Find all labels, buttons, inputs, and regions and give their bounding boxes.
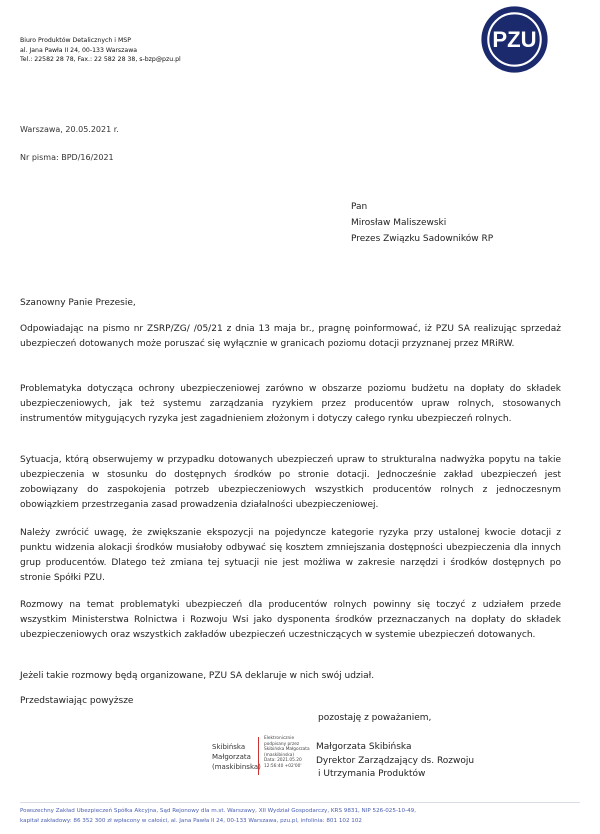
logo-text: PZU	[492, 27, 537, 53]
letter-reference: Nr pisma: BPD/16/2021	[20, 153, 114, 162]
signer-title-2: i Utrzymania Produktów	[318, 769, 426, 779]
paragraph-1: Odpowiadając na pismo nr ZSRP/ZG/ /05/21 z dnia 13 maja br., pragnę poinformować, iż PZU SA realizując sprzedaż ubezpieczeń dotowanych może poruszać się wyłącznie w granicach poziomu dotacji przyznanej przez MRiRW.	[20, 324, 561, 349]
pzu-logo	[480, 5, 549, 74]
e-signature-detail-1: Elektronicznie	[264, 736, 295, 741]
sender-department: Biuro Produktów Detalicznych i MSP	[20, 37, 131, 44]
signer-title-1: Dyrektor Zarządzający ds. Rozwoju	[316, 755, 475, 766]
e-signature-detail-3: Skibińska Małgorzata	[264, 747, 310, 753]
sender-street: al. Jana Pawła II 24, 00-133 Warszawa	[20, 46, 138, 54]
recipient-position: Prezes Związku Sadowników RP	[351, 234, 494, 244]
salutation: Szanowny Panie Prezesie,	[20, 298, 136, 308]
paragraph-5: Rozmowy na temat problematyki ubezpieczeń dla producentów rolnych powinny się toczyć z udziałem przede wszystkim Ministerstwa Rolnictwa i Rozwoju Wsi jako dysponenta środków przeznaczanych na dopłaty do składek ubezpieczeniowych oraz wszystkich zakładów ubezpieczeń uczestniczących w systemie ubezpieczeń dotowanych.	[20, 600, 561, 640]
signer-name: Małgorzata Skibińska	[316, 742, 412, 752]
sender-address	[20, 36, 181, 65]
regards-line: pozostaję z poważaniem,	[318, 713, 432, 723]
e-signature-name	[212, 742, 261, 772]
e-signature-detail-2: podpisany przez	[264, 741, 300, 747]
footer-line-1: Powszechny Zakład Ubezpieczeń Spółka Akcyjna, Sąd Rejonowy dla m.st. Warszawy, XII Wydział Gospodarczy, KRS 9831, NIP 526-025-10-49,	[20, 808, 416, 814]
paragraph-3: Sytuacja, którą obserwujemy w przypadku dotowanych ubezpieczeń upraw to strukturalna nadwyżka popytu na takie ubezpieczenia w stosunku do dostępnych środków po stronie dotacji. Jednocześnie zakład ubezpieczeń jest zobowiązany do zaspokojenia potrzeb ubezpieczeniowych wszystkich producentów rolnych z jednoczesnym obowiązkiem przestrzegania zasad prowadzenia działalności ubezpieczeniowej.	[20, 455, 561, 510]
e-signature-surname: Skibińska	[212, 743, 246, 751]
signer-block	[316, 741, 474, 782]
place-date: Warszawa, 20.05.2021 r.	[20, 125, 119, 134]
recipient-name: Mirosław Maliszewski	[351, 218, 447, 228]
paragraph-6: Jeżeli takie rozmowy będą organizowane, PZU SA deklaruje w nich swój udział.	[20, 671, 375, 681]
paragraph-4: Należy zwrócić uwagę, że zwiększanie ekspozycji na pojedyncze kategorie ryzyka przy ustalonej kwocie dotacji z punktu widzenia alokacji środków musiałoby odbywać się kosztem zmniejszania dostępności ubezpieczenia dla innych grup producentów. Dlatego też zmiana tej sytuacji nie jest możliwa w zakresie narzędzi i środków dostępnych po stronie Spółki PZU.	[20, 528, 561, 583]
sender-contact: Tel.: 22582 28 78, Fax.: 22 582 28 38, s-bzp@pzu.pl	[20, 56, 181, 63]
e-signature-firstname: Małgorzata	[212, 753, 251, 761]
e-signature-details	[264, 736, 310, 770]
footer-line-2: kapitał zakładowy: 86 352 300 zł wpłacony w całości, al. Jana Pawła II 24, 00-133 Warszawa, pzu.pl, infolinia: 801 102 102	[20, 817, 362, 824]
closing-line: Przedstawiając powyższe	[20, 696, 134, 706]
recipient-title: Pan	[351, 202, 368, 212]
company-footer	[20, 807, 416, 826]
paragraph-2: Problematyka dotycząca ochrony ubezpieczeniowej zarówno w obszarze poziomu budżetu na dopłaty do składek ubezpieczeniowych, jak też systemu zarządzania ryzykiem przez producentów upraw rolnych, stosowanych instrumentów mitygujących ryzyka jest zagadnieniem złożonym i dotyczy całego rynku ubezpieczeń rolnych.	[20, 384, 561, 424]
recipient-block	[351, 199, 493, 247]
footer-divider	[20, 802, 580, 803]
e-signature-detail-4: (maskibinska)	[264, 752, 295, 758]
e-signature-detail-5: Data: 2021.05.20	[264, 758, 302, 764]
e-signature-detail-6: 12:56:40 +02'00'	[264, 763, 302, 769]
e-signature-login: (maskibinska)	[212, 763, 261, 771]
